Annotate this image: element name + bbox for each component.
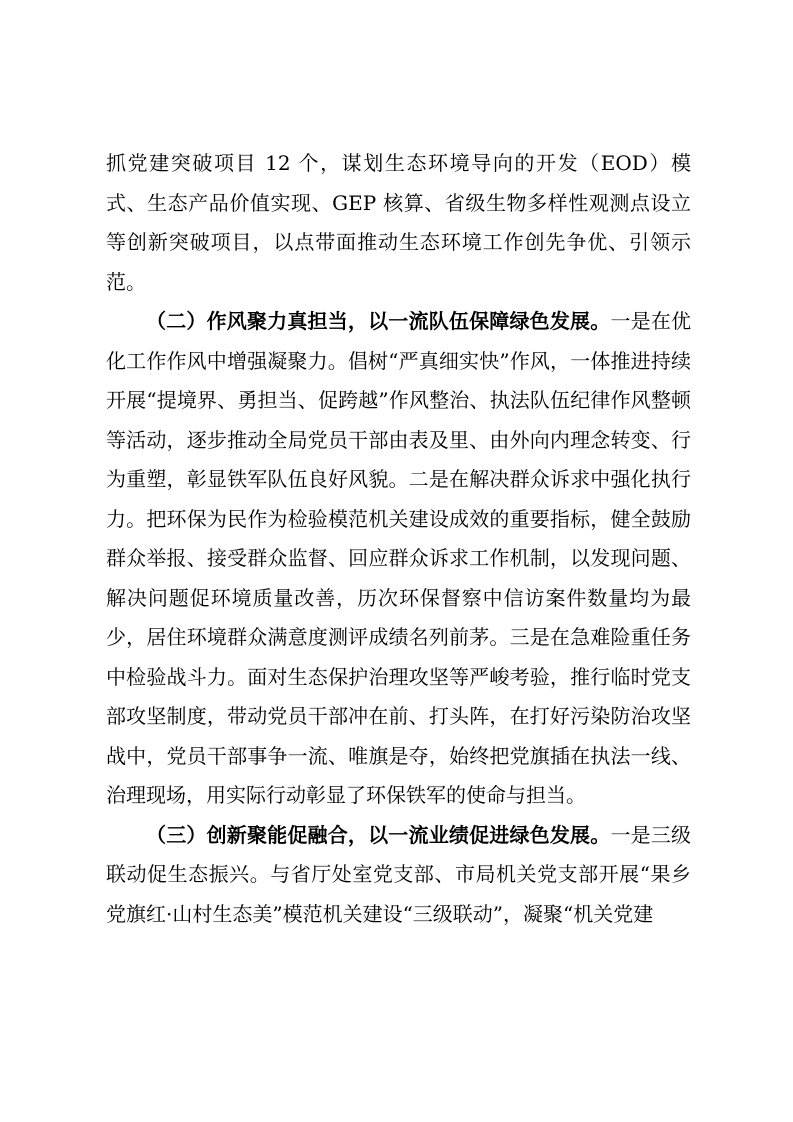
document-body [106,144,691,934]
section-heading-3: （三）创新聚能促融合，以一流业绩促进绿色发展。 [146,822,611,847]
paragraph-3-body: 一是三级联动促生态振兴。与省厅处室党支部、市局机关党支部开展“果乡党旗红·山村生态美”模范机关建设“三级联动”，凝聚“机关党建 [106,822,692,926]
paragraph-2 [106,302,691,816]
section-heading-2: （二）作风聚力真担当，以一流队伍保障绿色发展。 [146,309,611,333]
paragraph-3 [106,816,691,935]
paragraph-2-body: 一是在优化工作作风中增强凝聚力。倡树“严真细实快”作风，一体推进持续开展“提境界、勇担当、促跨越”作风整治、执法队伍纪律作风整顿等活动，逐步推动全局党员干部由表及里、由外向内理念转变、行为重塑，彰显铁军队伍良好风貌。二是在解决群众诉求中强化执行力。把环保为民作为检验模范机关建设成效的重要指标，健全鼓励群众举报、接受群众监督、回应群众诉求工作机制，以发现问题、解决问题促环境质量改善，历次环保督察中信访案件数量均为最少，居住环境群众满意度测评成绩名列前茅。三是在急难险重任务中检验战斗力。面对生态保护治理攻坚等严峻考验，推行临时党支部攻坚制度，带动党员干部冲在前、打头阵，在打好污染防治攻坚战中，党员干部事争一流、唯旗是夺，始终把党旗插在执法一线、治理现场，用实际行动彰显了环保铁军的使命与担当。 [106,309,692,807]
paragraph-1: 抓党建突破项目 12 个，谋划生态环境导向的开发（EOD）模式、生态产品价值实现、GEP 核算、省级生物多样性观测点设立等创新突破项目，以点带面推动生态环境工作创先争优、引领示范。 [106,151,691,294]
